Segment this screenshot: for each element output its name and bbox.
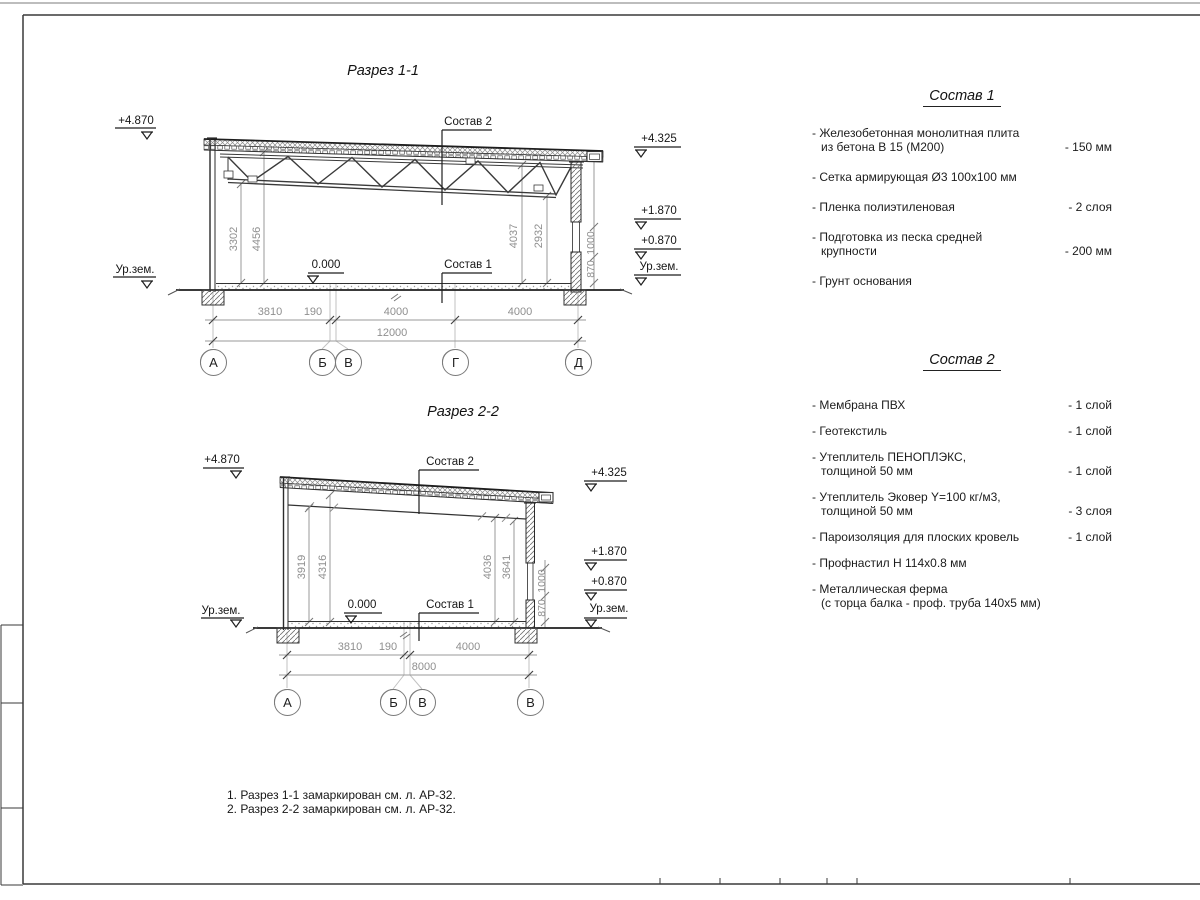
horizontal-dim: 190 [303, 306, 323, 318]
elevation-label: +1.870 [591, 546, 627, 558]
elevation-label: +4.870 [118, 115, 154, 127]
vertical-dim: 2932 [533, 223, 545, 249]
elevation-label: +0.870 [591, 576, 627, 588]
material-item: - Подготовка из песка средней крупности - 200 мм [812, 230, 1112, 258]
material-quantity: - 1 слой [1068, 398, 1112, 412]
material-item: - Пароизоляция для плоских кровель - 1 слой [812, 530, 1112, 544]
material-item: - Утеплитель Эковер Y=100 кг/м3, толщиной 50 мм - 3 слоя [812, 490, 1112, 518]
beam-chord [288, 502, 526, 522]
horizontal-dim: 3810 [257, 306, 283, 318]
composition-1-list [812, 88, 1112, 304]
axis-bubble: А [200, 349, 227, 376]
axis-bubble: В [517, 689, 544, 716]
vertical-dim: 4037 [508, 223, 520, 249]
wall-dim: 1000 [536, 569, 548, 593]
material-item: - Металлическая ферма (с торца балка - проф. труба 140х5 мм) [812, 582, 1041, 610]
composition-2-title-text: Состав 2 [923, 352, 1000, 371]
material-quantity: - 2 слоя [1068, 200, 1112, 214]
vertical-dim: 3641 [501, 554, 513, 580]
vertical-dim: 4036 [482, 554, 494, 580]
material-item: - Грунт основания [812, 274, 912, 288]
horizontal-dim: 3810 [337, 641, 363, 653]
horizontal-dim: 4000 [383, 306, 409, 318]
vertical-dim: 3919 [296, 554, 308, 580]
elevation-label: +4.870 [204, 454, 240, 466]
material-item: - Профнастил Н 114х0.8 мм [812, 556, 967, 570]
total-dim: 8000 [411, 661, 437, 673]
material-quantity: - 1 слой [1068, 424, 1112, 438]
material-quantity: - 200 мм [1064, 244, 1112, 258]
material-item: - Мембрана ПВХ - 1 слой [812, 398, 1112, 412]
axis-bubble: Б [309, 349, 336, 376]
elevation-label: +4.325 [591, 467, 627, 479]
section-1-title: Разрез 1-1 [347, 63, 419, 79]
axis-bubble: В [335, 349, 362, 376]
axis-bubble: А [274, 689, 301, 716]
wall-dim: 1000 [585, 231, 597, 255]
zero-level-label: 0.000 [347, 599, 377, 611]
material-quantity: - 150 мм [1064, 140, 1112, 154]
section-2-2-linework [201, 468, 627, 715]
vertical-dim: 4316 [317, 554, 329, 580]
elevation-label: +0.870 [641, 235, 677, 247]
composition-2-title [812, 352, 1112, 368]
truss [220, 154, 583, 198]
material-quantity: - 3 слоя [1068, 504, 1112, 518]
elevation-label: +4.325 [641, 133, 677, 145]
composition-1-callout: Состав 1 [444, 259, 492, 271]
material-item: - Геотекстиль - 1 слой [812, 424, 1112, 438]
axis-bubble: Б [380, 689, 407, 716]
horizontal-dim: 4000 [507, 306, 533, 318]
note-line: 2. Разрез 2-2 замаркирован см. л. АР-32. [227, 802, 456, 816]
axis-bubble: В [409, 689, 436, 716]
vertical-dim: 3302 [228, 226, 240, 252]
material-quantity: - 1 слой [1068, 530, 1112, 544]
ground-level-label: Ур.зем. [201, 605, 241, 617]
sheet-notes [227, 788, 456, 816]
composition-2-callout: Состав 2 [426, 456, 474, 468]
composition-2-list [812, 352, 1112, 622]
ground-level-label: Ур.зем. [639, 261, 679, 273]
wall-dim: 870 [536, 599, 548, 617]
ground-level-label: Ур.зем. [115, 264, 155, 276]
material-item: - Пленка полиэтиленовая - 2 слоя [812, 200, 1112, 214]
composition-1-title [812, 88, 1112, 104]
section-2-title: Разрез 2-2 [427, 404, 499, 420]
material-quantity: - 1 слой [1068, 464, 1112, 478]
composition-2-callout: Состав 2 [444, 116, 492, 128]
composition-1-callout: Состав 1 [426, 599, 474, 611]
wall-dim: 870 [585, 260, 597, 278]
roof [280, 477, 553, 504]
material-item: - Железобетонная монолитная плита из бетона В 15 (М200) - 150 мм [812, 126, 1112, 154]
material-item: - Сетка армирующая Ø3 100x100 мм [812, 170, 1017, 184]
material-item: - Утеплитель ПЕНОПЛЭКС, толщиной 50 мм - 1 слой [812, 450, 1112, 478]
axis-bubble: Д [565, 349, 592, 376]
note-line: 1. Разрез 1-1 замаркирован см. л. АР-32. [227, 788, 456, 802]
floor-ground [246, 622, 610, 644]
elevation-label: +1.870 [641, 205, 677, 217]
zero-level-label: 0.000 [311, 259, 341, 271]
axis-bubble: Г [442, 349, 469, 376]
horizontal-dim: 4000 [455, 641, 481, 653]
ground-level-label: Ур.зем. [589, 603, 629, 615]
vertical-dim: 4456 [251, 226, 263, 252]
axis-bubbles [201, 350, 591, 375]
total-dim: 12000 [376, 327, 408, 339]
horizontal-dim: 190 [378, 641, 398, 653]
composition-1-title-text: Состав 1 [923, 88, 1000, 107]
floor-ground [168, 284, 632, 306]
